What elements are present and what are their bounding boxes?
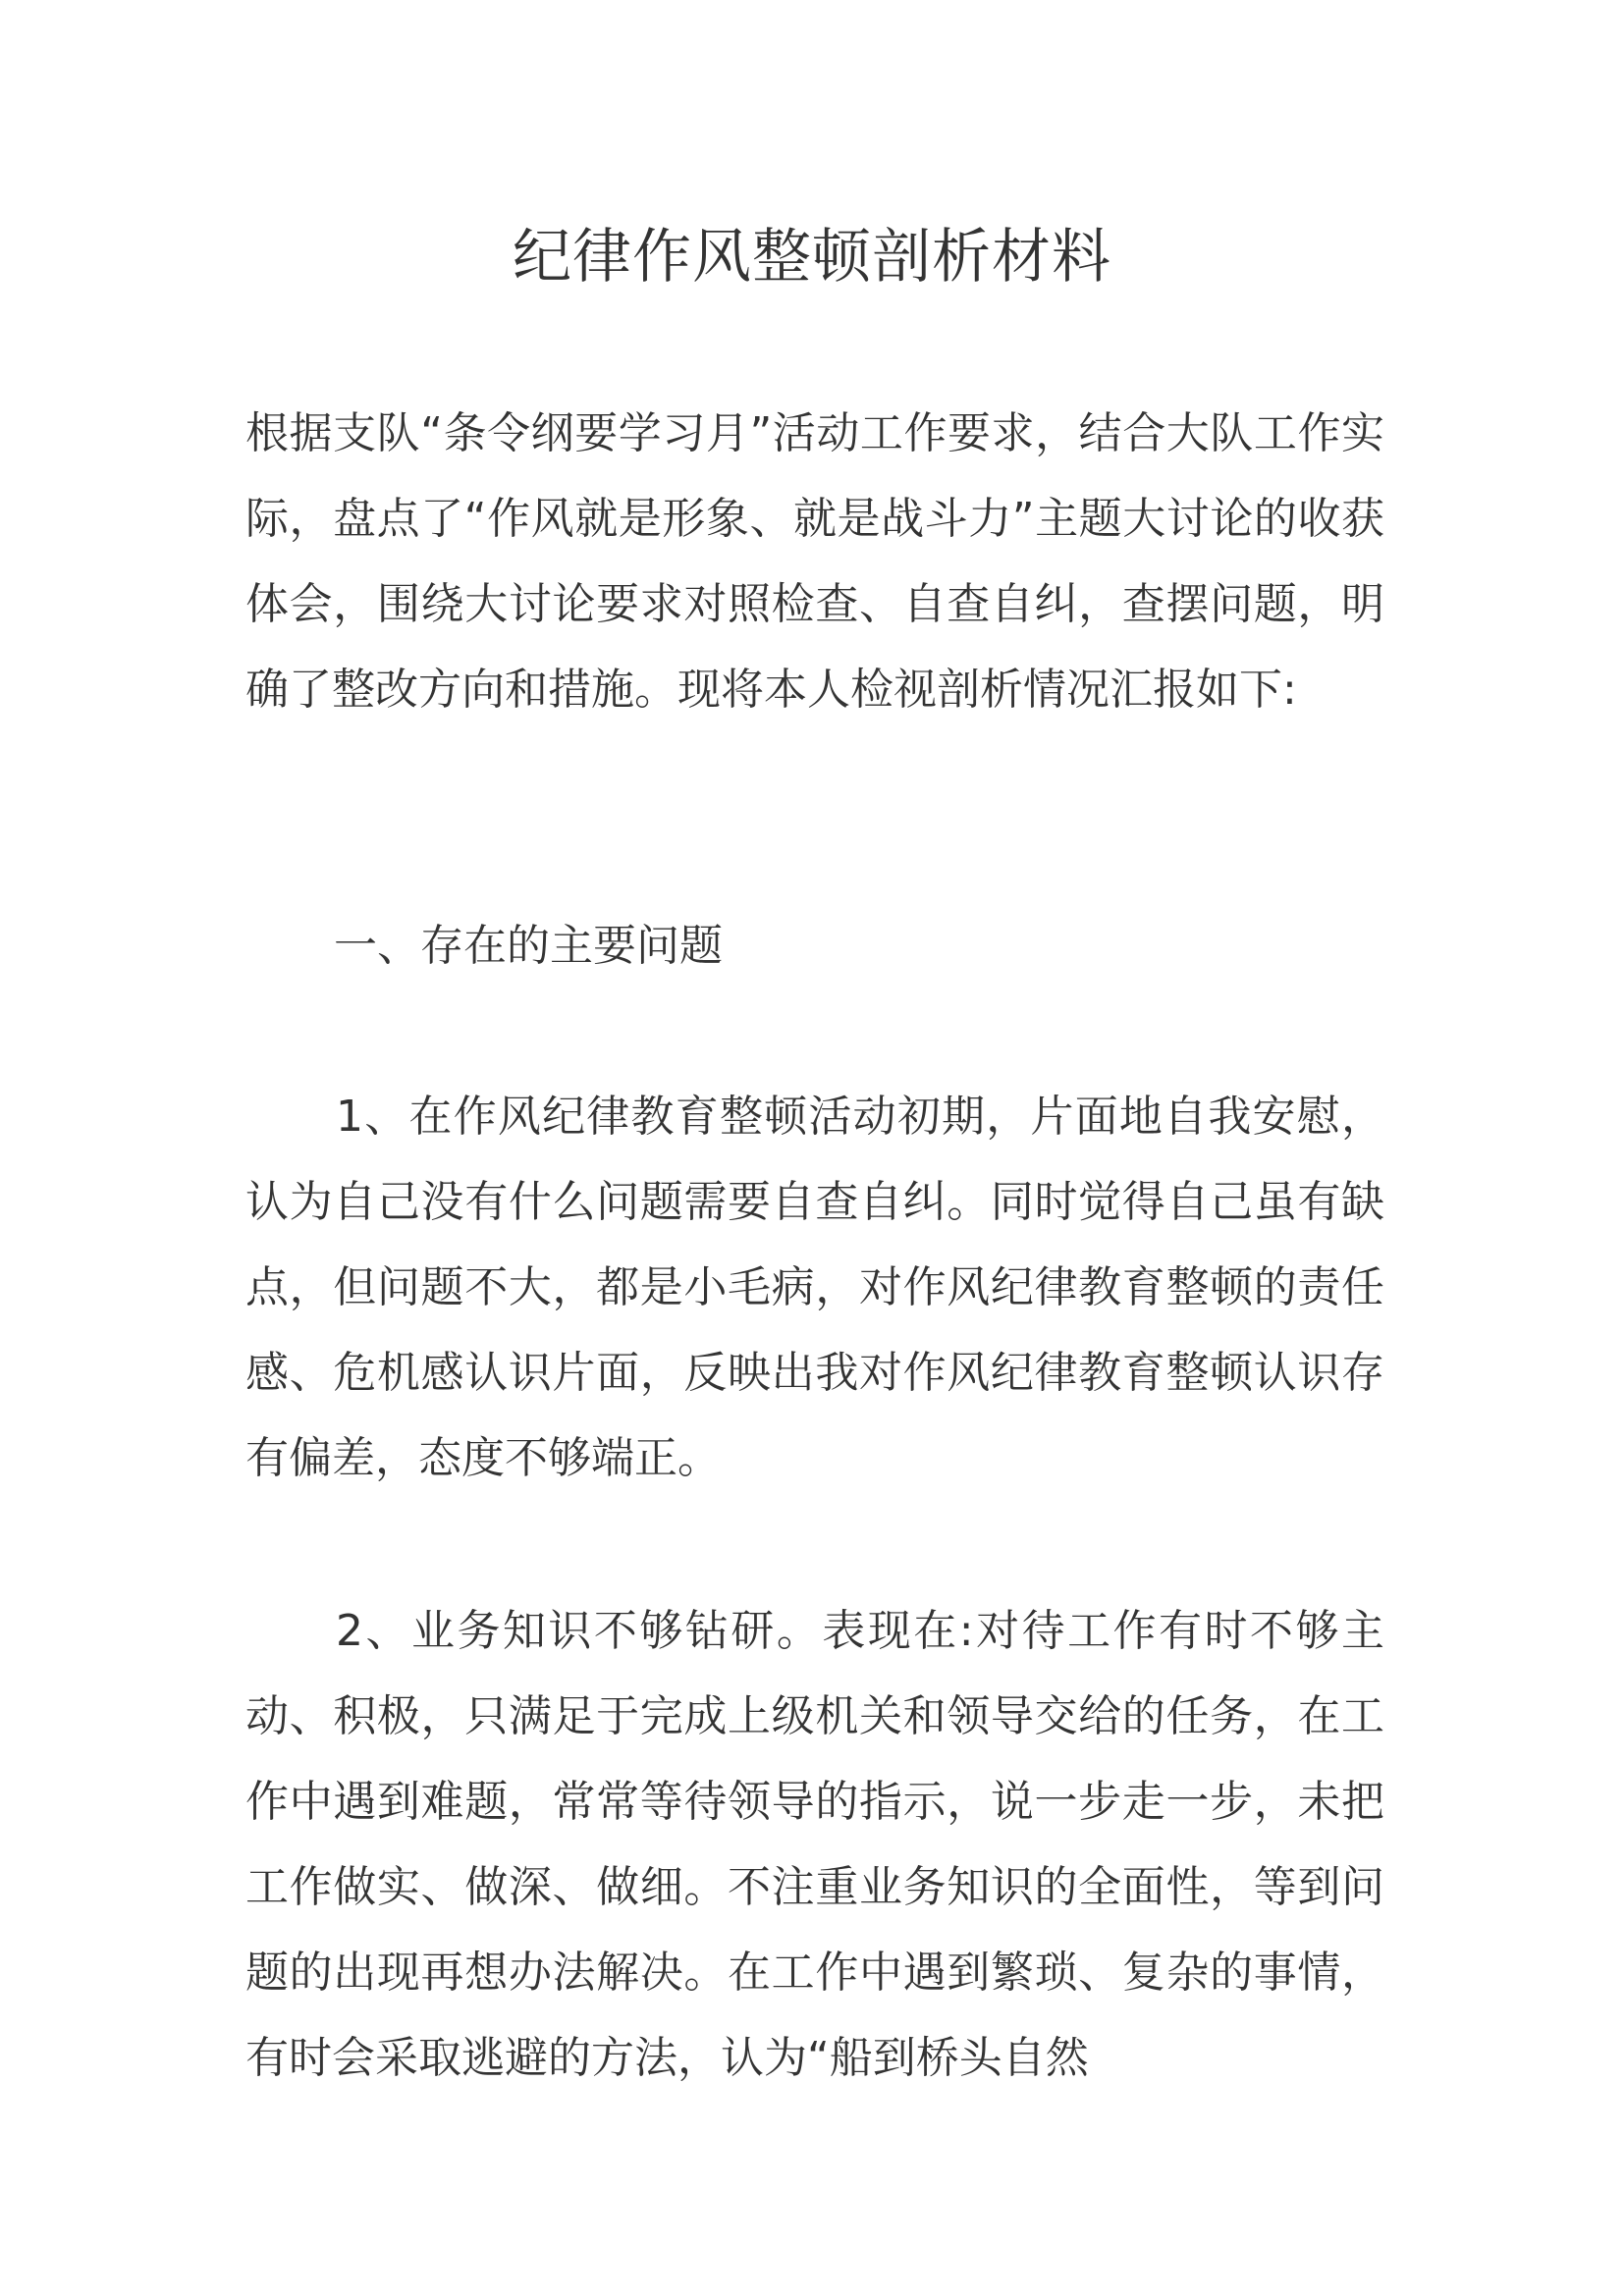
document-title: 纪律作风整顿剖析材料 <box>513 223 1111 292</box>
section-heading: 一、存在的主要问题 <box>334 921 723 971</box>
paragraph-2: 2、业务知识不够钻研。表现在:对待工作有时不够主动、积极，只满足于完成上级机关和领导交给的任务，在工作中遇到难题，常常等待领导的指示，说一步走一步，未把工作做实、做深、做细。不注重业务知识的全面性，等到问题的出现再想办法解决。在工作中遇到繁琐、复杂的事情，有时会采取逃避的方法，认为“船到桥头自然 <box>245 1606 1384 2083</box>
intro-paragraph: 根据支队“条令纲要学习月”活动工作要求，结合大队工作实际，盘点了“作风就是形象、就是战斗力”主题大讨论的收获体会，围绕大讨论要求对照检查、自查自纠，查摆问题，明确了整改方向和措施。现将本人检视剖析情况汇报如下: <box>245 408 1384 715</box>
paragraph-1: 1、在作风纪律教育整顿活动初期，片面地自我安慰，认为自己没有什么问题需要自查自纠。同时觉得自己虽有缺点，但问题不大，都是小毛病，对作风纪律教育整顿的责任感、危机感认识片面，反映出我对作风纪律教育整顿认识存有偏差，态度不够端正。 <box>245 1092 1384 1483</box>
